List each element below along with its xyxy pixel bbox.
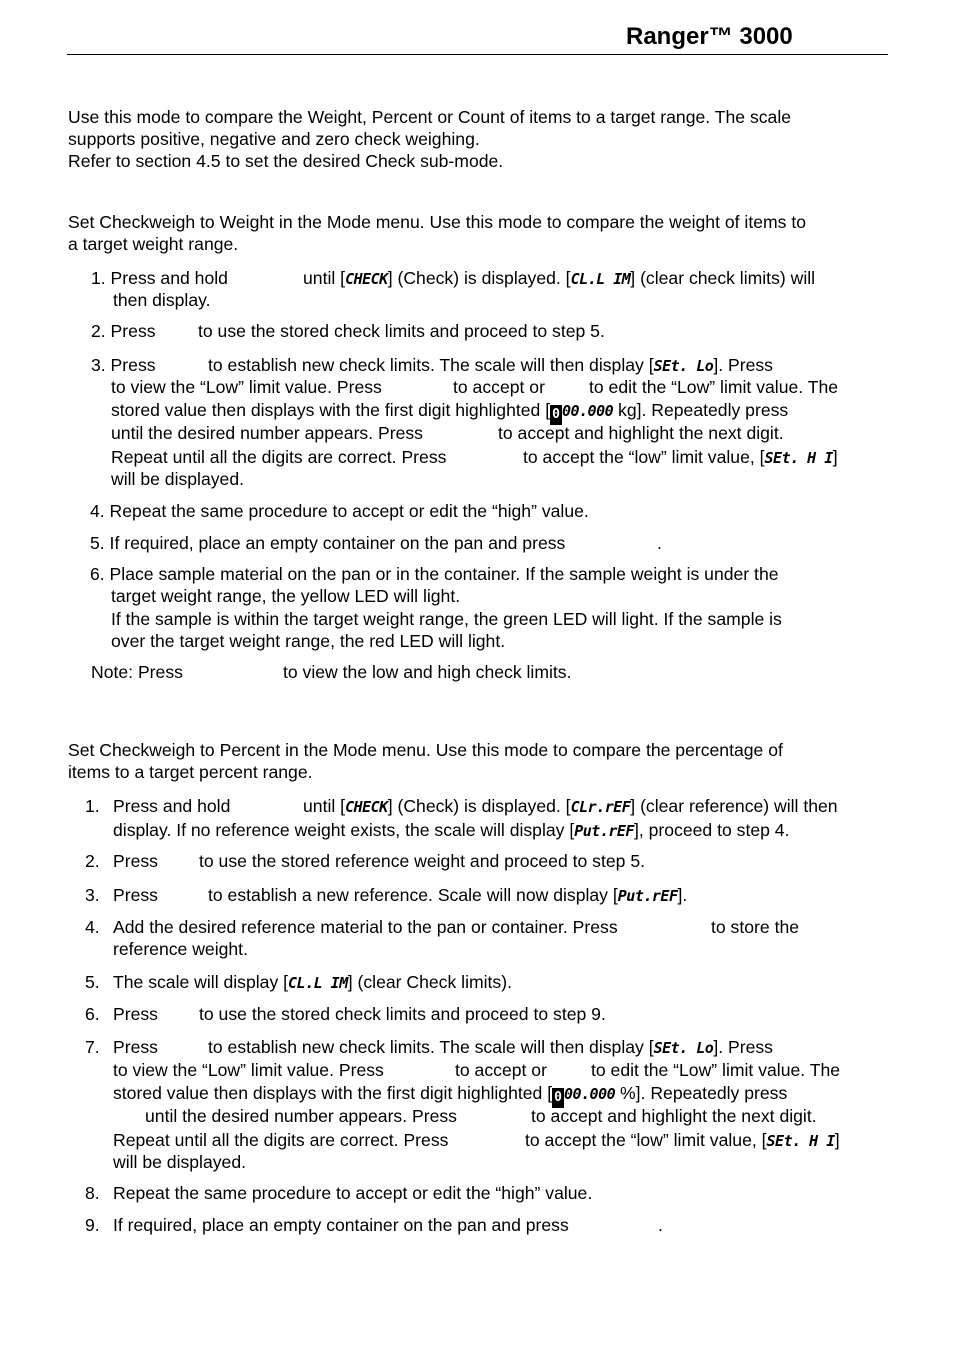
weight-step-3: 3. Press xyxy=(91,355,156,375)
percent-step-7: to establish new check limits. The scale will then display [SEt. Lo]. Press xyxy=(208,1037,773,1057)
weight-step-6: target weight range, the yellow LED will light. xyxy=(111,586,461,606)
percent-intro: items to a target percent range. xyxy=(68,762,313,782)
weight-step-3: Repeat until all the digits are correct. Press xyxy=(111,447,447,467)
percent-step-9: If required, place an empty container on the pan and press xyxy=(113,1215,569,1235)
lcd-value: 00.000 xyxy=(563,1085,616,1103)
weight-step-3: to establish new check limits. The scale will then display [SEt. Lo]. Press xyxy=(208,355,773,375)
intro-line: Refer to section 4.5 to set the desired Check sub-mode. xyxy=(68,151,504,171)
percent-step-1: until [CHECK] (Check) is displayed. [CLr.rEF] (clear reference) will then xyxy=(303,796,838,816)
percent-step-4: Add the desired reference material to the pan or container. Press xyxy=(113,917,618,937)
percent-step-7: to accept and highlight the next digit. xyxy=(531,1106,817,1126)
lcd-set-hi: SEt. H I xyxy=(766,1132,835,1150)
percent-step-number: 3. xyxy=(85,885,100,905)
weight-step-6: 6. Place sample material on the pan or in the container. If the sample weight is under the xyxy=(90,564,779,584)
percent-step-7: until the desired number appears. Press xyxy=(145,1106,457,1126)
percent-step-2: Press xyxy=(113,851,158,871)
lcd-put-ref: Put.rEF xyxy=(617,887,678,905)
page-title: Ranger™ 3000 xyxy=(626,23,793,50)
percent-step-4: to store the xyxy=(711,917,800,937)
weight-step-3: to accept the “low” limit value, [SEt. H I] xyxy=(523,447,838,467)
percent-step-1: display. If no reference weight exists, the scale will display [Put.rEF], proceed to step 4. xyxy=(113,820,790,840)
weight-step-4: 4. Repeat the same procedure to accept or edit the “high” value. xyxy=(90,501,589,521)
lcd-highlighted-digit: 0 xyxy=(550,405,562,425)
weight-step-3: to accept and highlight the next digit. xyxy=(498,423,784,443)
weight-step-3: stored value then displays with the first digit highlighted [ 0 00.000 kg]. Repeatedly press xyxy=(111,399,788,425)
lcd-set-hi: SEt. H I xyxy=(764,449,833,467)
percent-step-number: 5. xyxy=(85,972,100,992)
weight-note: Note: Press xyxy=(91,662,183,682)
percent-step-6: Press xyxy=(113,1004,158,1024)
weight-step-3: to view the “Low” limit value. Press xyxy=(111,377,382,397)
weight-step-1: then display. xyxy=(113,290,211,310)
lcd-clear-ref: CLr.rEF xyxy=(570,798,631,816)
weight-step-2: to use the stored check limits and proceed to step 5. xyxy=(198,321,605,341)
percent-step-7: to edit the “Low” limit value. The xyxy=(591,1060,841,1080)
percent-step-7: to view the “Low” limit value. Press xyxy=(113,1060,384,1080)
weight-intro: Set Checkweigh to Weight in the Mode menu. Use this mode to compare the weight of items to xyxy=(68,212,807,232)
weight-step-6: If the sample is within the target weight range, the green LED will light. If the sample is xyxy=(111,609,782,629)
percent-step-7: to accept or xyxy=(455,1060,547,1080)
weight-step-3: will be displayed. xyxy=(111,469,245,489)
lcd-put-ref: Put.rEF xyxy=(574,822,634,840)
weight-step-6: over the target weight range, the red LED will light. xyxy=(111,631,506,651)
percent-step-5: The scale will display [CL.L IM] (clear Check limits). xyxy=(113,972,512,992)
weight-step-3: until the desired number appears. Press xyxy=(111,423,423,443)
percent-step-number: 8. xyxy=(85,1183,100,1203)
percent-step-3: to establish a new reference. Scale will now display [Put.rEF]. xyxy=(208,885,688,905)
weight-step-3: to edit the “Low” limit value. The xyxy=(589,377,839,397)
weight-step-1: until [CHECK] (Check) is displayed. [CL.L IM] (clear check limits) will xyxy=(303,268,816,288)
weight-step-5: 5. If required, place an empty container on the pan and press xyxy=(90,533,566,553)
lcd-set-lo: SEt. Lo xyxy=(653,1039,714,1057)
lcd-set-lo: SEt. Lo xyxy=(653,357,714,375)
weight-step-1: 1. Press and hold xyxy=(91,268,228,288)
percent-step-7: will be displayed. xyxy=(113,1152,247,1172)
lcd-clear-limits: CL.L IM xyxy=(570,270,631,288)
weight-step-5: . xyxy=(657,533,662,553)
percent-step-7: stored value then displays with the first digit highlighted [ 0 00.000 %]. Repeatedly press xyxy=(113,1082,787,1108)
percent-intro: Set Checkweigh to Percent in the Mode menu. Use this mode to compare the percentage of xyxy=(68,740,783,760)
weight-intro: a target weight range. xyxy=(68,234,239,254)
percent-step-6: to use the stored check limits and proceed to step 9. xyxy=(199,1004,606,1024)
percent-step-3: Press xyxy=(113,885,158,905)
percent-step-number: 7. xyxy=(85,1037,100,1057)
header-divider xyxy=(67,54,888,55)
percent-step-2: to use the stored reference weight and proceed to step 5. xyxy=(199,851,645,871)
percent-step-9: . xyxy=(658,1215,663,1235)
lcd-clear-limits: CL.L IM xyxy=(288,974,348,992)
weight-step-2: 2. Press xyxy=(91,321,156,341)
percent-step-number: 6. xyxy=(85,1004,100,1024)
percent-step-number: 2. xyxy=(85,851,100,871)
percent-step-7: to accept the “low” limit value, [SEt. H I] xyxy=(525,1130,840,1150)
intro-line: supports positive, negative and zero check weighing. xyxy=(68,129,480,149)
lcd-value: 00.000 xyxy=(561,402,614,420)
lcd-check: CHECK xyxy=(345,798,388,816)
percent-step-number: 9. xyxy=(85,1215,100,1235)
percent-step-8: Repeat the same procedure to accept or edit the “high” value. xyxy=(113,1183,593,1203)
percent-step-7: Press xyxy=(113,1037,158,1057)
weight-note: to view the low and high check limits. xyxy=(283,662,572,682)
lcd-check: CHECK xyxy=(345,270,388,288)
percent-step-number: 4. xyxy=(85,917,100,937)
percent-step-7: Repeat until all the digits are correct. Press xyxy=(113,1130,449,1150)
percent-step-1: Press and hold xyxy=(113,796,231,816)
weight-step-3: to accept or xyxy=(453,377,545,397)
percent-step-4: reference weight. xyxy=(113,939,248,959)
percent-step-number: 1. xyxy=(85,796,100,816)
intro-line: Use this mode to compare the Weight, Percent or Count of items to a target range. The scale xyxy=(68,107,792,127)
lcd-highlighted-digit: 0 xyxy=(552,1088,564,1108)
